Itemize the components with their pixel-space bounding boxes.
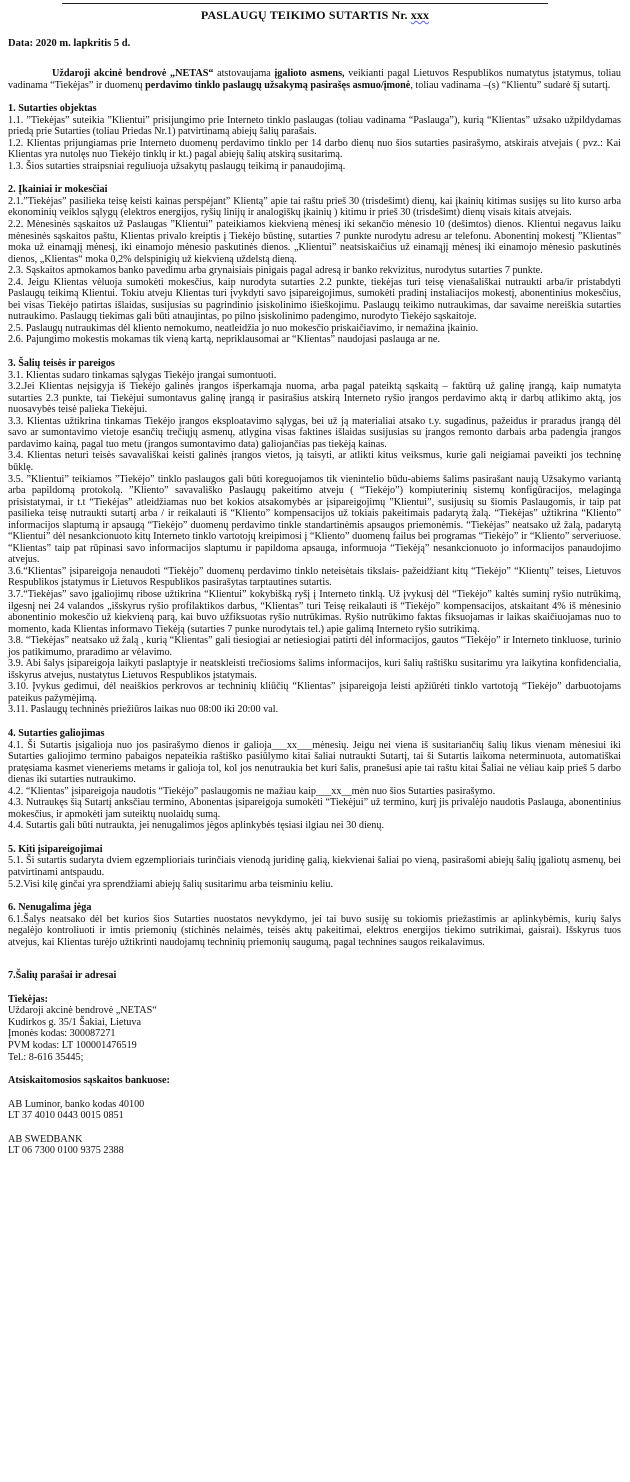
- intro-company: Uždaroji akcinė bendrovė „NETAS“: [52, 68, 214, 79]
- clause-3-9: 3.9. Abi šalys įsipareigoja laikyti paslaptyje ir neatskleisti trečiosioms šalims informacijos, kuri šalių raštišku susitarimu yra laikytina konfidencialia, išskyrus atvejus, nustatytus Lietuvos Respublikos įstatymais.: [8, 658, 621, 681]
- intro-paragraph: [8, 68, 621, 91]
- top-rule: [62, 3, 548, 4]
- document-title: [0, 8, 630, 22]
- clause-4-2: 4.2. “Klientas” įsipareigoja naudotis “Tiekėjo” paslaugomis ne mažiau kaip___xx__mėn nuo šios Sutarties pasirašymo.: [8, 785, 496, 797]
- clause-1-3: 1.3. Šios sutarties straipsniai reguliuoja užsakytų paslaugų teikimą ir panaudojimą.: [8, 160, 346, 172]
- clause-5-1: 5.1. Ši sutartis sudaryta dviem egzemplioriais turinčiais vienodą juridinę galią, kiekvienai šaliai po vieną, pasirašomi abiejų šalių įgaliotų asmenų, bei patvirtinami antspaudu.: [8, 855, 621, 878]
- accounts-label: Atsiskaitomosios sąskaitos bankuose:: [8, 1075, 170, 1087]
- clause-3-3: 3.3. Klientas užtikrina tinkamas Tiekėjo įrangos eksploatavimo sąlygas, bei už ją materialiai atsako t.y. sugadinus, pažeidus ir praradus įrangą dėl savo ar sumontavimo vietoje esančių trečiųjų asmenų, atlygina visas faktines išlaidas susijusias su įrangos remonto darbais arba padengia įrangos pardavimo kainą, pagal tuo metu (įrangos sumontavimo data) galiojančias pas tiekėją kainas.: [8, 415, 621, 450]
- section-2-title: 2. Įkainiai ir mokesčiai: [8, 184, 108, 196]
- clause-3-7: 3.7.“Tiekėjas” savo įgaliojimų ribose užtikrina “Klientui” kokybišką ryšį į Interneto tinklą. Už įvykusį dėl “Tiekėjo” kaltės suminį ryšio nutrūkimą, ilgesnį nei 24 valandos „išskyrus ryšio profilaktikos darbus, “Klientas” turi Teisę reikalauti iš “Tiekėjo” kompensacijos, atskaitant 4% iš mėnesinio abonentinio mokesčio už kiekvieną parą, kai buvo užfiksuotas ryšio nutrūkimas. Ryšio nutrūkimo faktas fiksuojamas ir laikas skaičiuojamas nuo to momento, kada Klientas informavo Tiekėją (sutarties 7 punke nurodytais tel.) apie galimą Interneto ryšio sutrikimą.: [8, 588, 621, 635]
- intro-text-2: veikianti pagal Lietuvos Respublikos numatytus įstatymus, toliau vadinama “Tiekėjas” ir duomenų: [8, 68, 621, 91]
- clause-2-3: 2.3. Sąskaitos apmokamos banko pavedimu arba grynaisiais pinigais pagal adresą ir banko rekvizitus, nurodytus sutarties 7 punkte.: [8, 265, 543, 277]
- section-1-title: 1. Sutarties objektas: [8, 103, 97, 115]
- clause-4-1: 4.1. Ši Sutartis įsigalioja nuo jos pasirašymo dienos ir galioja___xx___mėnesių. Jeigu nei viena iš susitariančių šalių likus vienam mėnesiui iki Sutarties galiojimo termino pabaigos nepateikia raštiško pasiūlymo kitai šaliai nutraukti Sutartį, tai ši Sutartis laikoma neterminuota, automatiškai pratęsiama kasmet vieneriems metams ir galioja tol, kol jos nenutraukia bet kuri šalis, pranešusi apie tai raštu kitai Šaliai ne vėliau kaip prieš 5 darbo dienas iki sutarties nutraukimo.: [8, 739, 621, 786]
- bank-2: AB SWEDBANK: [8, 1133, 83, 1145]
- supplier-code: Įmonės kodas: 300087271: [8, 1028, 116, 1040]
- intro-representative: įgalioto asmens,: [274, 68, 345, 79]
- section-5-title: 5. Kiti įsipareigojimai: [8, 843, 103, 855]
- contract-body: [8, 68, 621, 1157]
- clause-3-6: 3.6.“Klientas” įsipareigoja nenaudoti “Tiekėjo” duomenų perdavimo tinklo neteisėtais tikslais- pažeidžiant kitų “Tiekėjo” “Klientų” teises, Lietuvos Respublikos įstatymus ir Lietuvos Respublikos pasirašytas tarptautines sutartis.: [8, 565, 621, 589]
- title-number: xxx: [410, 8, 430, 22]
- clause-6-1: 6.1.Šalys neatsako dėl bet kurios šios Sutarties nuostatos nevykdymo, jei tai buvo susiję su tokiomis priežastimis ar aplinkybėmis, kurių šalys negalėjo kontroliuoti ir imtis priemonių (stichinės nelaimės, teisės aktų pakeitimai, elektros energijos tiekimo sutrikimai, gaisrai). Išskyrus tuos atvejus, kai Klientas turėjo užtikrinti naudojamų techninių priemonių saugumą, pagal technines saugos reikalavimus.: [8, 913, 621, 948]
- title-text: PASLAUGŲ TEIKIMO SUTARTIS Nr.: [200, 8, 408, 22]
- supplier-address: Kudirkos g. 35/1 Šakiai, Lietuva: [8, 1016, 141, 1028]
- section-4-title: 4. Sutarties galiojimas: [8, 727, 105, 739]
- clause-3-4: 3.4. Klientas neturi teisės savavališkai keisti galinės įrangos vietos, ją taisyti, ar atlikti kitus veiksmus, kurie gali neigiamai paveikti jos techninę būklę.: [8, 450, 621, 473]
- clause-2-4: 2.4. Jeigu Klientas vėluoja sumokėti mokesčius, kaip nurodyta sutarties 2.2 punkte, tiekėjas turi teisę vienašališkai nutraukti arba/ir pristabdyti Paslaugų teikimą Klientui. Tokiu atveju Klientas turi įvykdyti savo įsipareigojimus, sumokėti pradinį instaliacijos mokestį, abonentinius mokesčius, bei visas Tiekėjo patirtas išlaidas, susijusias su pagrindinio įsiskolinimo išieškojimu. Paslaugų teikimo nutraukimas, dar savaime nereiškia sutarties nutraukimo. Paslaugų tiekimas gali būti atnaujintas, po pilno įsiskolinimo padengimo, nurodyto Tiekėjo sąskaitoje.: [8, 276, 621, 323]
- clause-3-1: 3.1. Klientas sudaro tinkamas sąlygas Tiekėjo įrangai sumontuoti.: [8, 369, 277, 381]
- bank-1: AB Luminor, banko kodas 40100: [8, 1098, 145, 1110]
- clause-3-5: 3.5. ”Klientui” teikiamos ”Tiekėjo” tinklo paslaugos gali būti koreguojamos tik vienintelio būdu-abiems šalims pasirašant naują Užsakymo variantą arba papildomą protokolą. ”Kliento” savavališko Paslaugų pakeitimo atveju ( “Tiekėjo”) kompiuterinių sistemų konfigūracijos, melaginga prisistatymai, ir t.t “Tiekėjas” atleidžiamas nuo bet kokios atsakomybės ar įsipareigojimų ”Klientui”, susijusių su šiomis Paslaugomis, ir taip pat pasilieka teisę nutraukti sutartį arba / ir reikalauti iš “Kliento” kompensacijos už tokiais pakeitimais padarytą žalą. “Tiekėjas” užtikrina “Kliento” informacijos slaptumą ir apsaugą “Tiekėjo” duomenų perdavimo tinkle standartinėmis apsaugos priemonėmis. “Tiekėjas” neatsako už žalą, padarytą “Klientui” dėl nesankcionuoto kitų Interneto tinklo vartotojų kreipimosi į “Kliento” duomenų failus bei programas “Tiekėjo” ir “Kliento” serveriuose. “Klientas” taip pat rūpinasi savo informacijos slaptumu ir papildoma apsauga, informuoja “Tiekėją” nesankcionuoto jo informacijos panaudojimo atvejus.: [8, 473, 621, 566]
- clause-3-8: 3.8. “Tiekėjas” neatsako už žalą , kurią “Klientas” gali tiesiogiai ar netiesiogiai patirti dėl informacijos, gautos “Tiekėjo” ir Interneto tinkluose, turinio jos patikimumo, praradimo ar vėlavimo.: [8, 635, 621, 658]
- clause-2-1: 2.1.”Tiekėjas” pasilieka teisę keisti kainas perspėjant” Klientą” apie tai raštu prieš 30 (trisdešimt) dienų, kai įkainių kitimas susijęs su lito kurso arba ekonominių veiklos sąlygų (elektros energijos, ryšių linijų ir analogiškų įkainių ) kitimu ir prieš 30 (trisdešimt) dienų visais kitais atvejais.: [8, 195, 621, 219]
- account-1: LT 37 4010 0443 0015 0851: [8, 1110, 124, 1122]
- clause-1-1: 1.1. ”Tiekėjas” suteikia ”Klientui” prisijungimo prie Interneto tinklo paslaugas (toliau vadinama “Paslauga”), kurią “Klientas” užsako užpildydamas priedą prie Sutarties (toliau Priedas Nr.1) patvirtinamą abiejų šalių parašais.: [8, 114, 621, 138]
- supplier-company: Uždaroji akcinė bendrovė „NETAS“: [8, 1005, 157, 1017]
- clause-1-2: 1.2. Klientas prijungiamas prie Interneto duomenų perdavimo tinklo per 14 darbo dienų nuo šios sutarties pasirašymo, atskirais atvejais ( pvz.: Kai Klientas yra nutolęs nuo Tiekėjo tinklų ir kt.) pagal abiejų šalių atskirą susitarimą.: [8, 137, 621, 161]
- clause-2-6: 2.6. Pajungimo mokestis mokamas tik vieną kartą, nepriklausomai ar “Klientas” naudojasi paslauga ar ne.: [8, 334, 441, 346]
- section-6-title: 6. Nenugalima jėga: [8, 902, 92, 914]
- intro-text-3: , toliau vadinama –(s) “Klientu” sudarė šį sutartį.: [410, 79, 611, 91]
- account-2: LT 06 7300 0100 9375 2388: [8, 1145, 124, 1157]
- clause-3-2: 3.2.Jei Klientas neįsigyja iš Tiekėjo galinės įrangos išperkamąja nuoma, arba pagal pateiktą sąskaitą – faktūrą už galinę įrangą, kaip numatyta sutarties 2.3 punkte, tai Tiekėjui sumontavus galinę įrangą ir pasirašius atskirą Interneto ryšio įrangos perdavimo aktą ir darbų atlikimo aktą, jos nuosavybės teisė palieka Tiekėjui.: [8, 381, 621, 416]
- clause-2-2: 2.2. Mėnesinės sąskaitos už Paslaugas ”Klientui” pateikiamos kiekvieną mėnesį iki sekančio mėnesio 10 (dešimtos) dienos. Klientui negavus laiku mėnesinės sąskaitos paštu, Klientas privalo kreiptis į Tiekėjo būstinę, sutarties 7 punkte nurodytu adresu ar telefonu. Abonentinį mokestį ”Klientas” moka už einamąjį mėnesį, iki einamojo mėnesio paskutinės dienos. „Klientui” neatsiskaičius už einamąjį mėnesį iki einamojo mėnesio paskutinės dienos, „Klientas“ moka 0,2% delspinigių už kiekvieną uždelstą dieną.: [8, 219, 621, 265]
- clause-2-5: 2.5. Paslaugų nutraukimas dėl kliento nemokumo, neatleidžia jo nuo mokesčio priskaičiavimo, ir nemažina įkainio.: [8, 322, 479, 334]
- contract-date: Data: 2020 m. lapkritis 5 d.: [8, 38, 131, 49]
- section-7-title: 7.Šalių parašai ir adresai: [8, 970, 117, 982]
- supplier-phone: Tel.: 8-616 35445;: [8, 1051, 84, 1063]
- clause-3-11: 3.11. Paslaugų techninės priežiūros laikas nuo 08:00 iki 20:00 val.: [8, 704, 279, 716]
- clause-5-2: 5.2.Visi kilę ginčai yra sprendžiami abiejų šalių susitarimu arba teisminiu keliu.: [8, 878, 334, 890]
- supplier-vat: PVM kodas: LT 100001476519: [8, 1040, 137, 1052]
- supplier-label: Tiekėjas:: [8, 993, 48, 1005]
- section-3-title: 3. Šalių teisės ir pareigos: [8, 358, 115, 370]
- intro-text-1: atstovaujama: [213, 68, 275, 79]
- clause-4-4: 4.4. Sutartis gali būti nutraukta, jei nenugalimos jėgos aplinkybės tęsiasi ilgiau nei 30 dienų.: [8, 820, 385, 832]
- clause-4-3: 4.3. Nutraukęs šią Sutartį anksčiau termino, Abonentas įsipareigoja sumokėti “Tiekėjui” už termino, kurį jis privalėjo naudotis Paslauga, abonentinius mokesčius, ir apmokėti jam suteiktų nuolaidų sumą.: [8, 797, 621, 820]
- signatures-block: [8, 970, 621, 1157]
- clause-3-10: 3.10. Įvykus gedimui, dėl neaiškios perkrovos ar techninių kliūčių “Klientas” įsipareigoja leisti apžiūrėti tinklo vartotoją “Tiekėjo” darbuotojams pateikus pažymėjimą.: [8, 681, 621, 704]
- intro-client: perdavimo tinklo paslaugų užsakymą pasirašęs asmuo/įmonė: [145, 79, 411, 91]
